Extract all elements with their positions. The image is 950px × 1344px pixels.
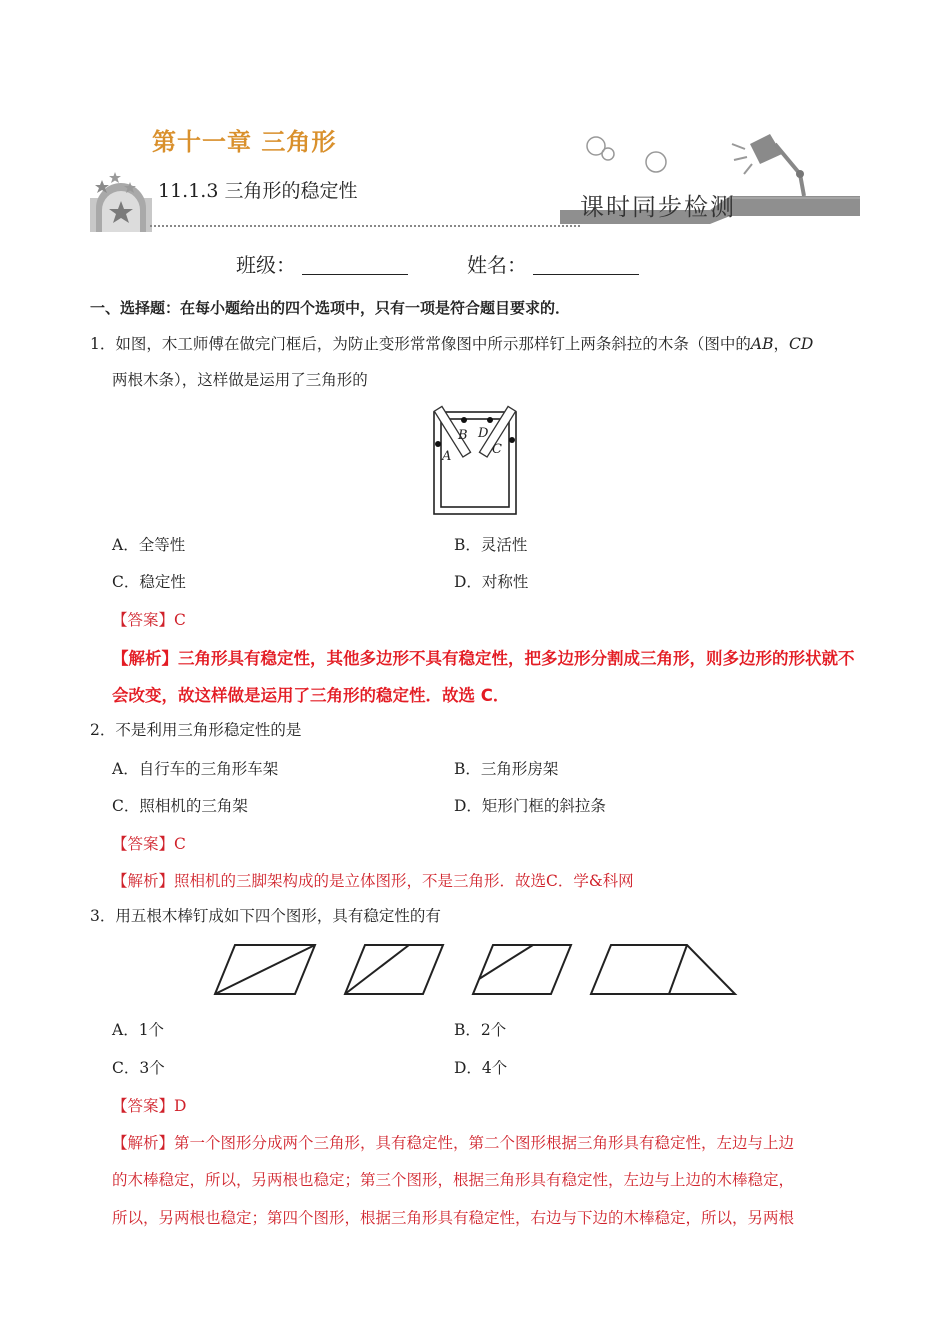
name-label: 姓名：	[467, 253, 527, 277]
q3-explanation-line2: 的木棒稳定，所以，另两根也稳定；第三个图形，根据三角形具有稳定性，左边与上边的木棒稳定，	[112, 1171, 795, 1189]
q3-answer: 【答案】D	[112, 1097, 187, 1115]
fig-label-c: C	[492, 442, 502, 457]
q1-option-d[interactable]: D．对称性	[454, 573, 529, 591]
door-frame-figure	[420, 404, 530, 520]
bubble-icon	[646, 152, 666, 172]
section-title: 11.1.3 三角形的稳定性	[158, 180, 358, 202]
q2-option-a[interactable]: A．自行车的三角形车架	[112, 760, 279, 778]
star-badge-icon	[88, 168, 158, 234]
class-field[interactable]	[236, 249, 408, 278]
class-label: 班级：	[236, 253, 296, 277]
q1-option-a[interactable]: A．全等性	[112, 536, 186, 554]
banner-title: 课时同步检测	[580, 193, 736, 221]
shape-1	[215, 945, 315, 994]
fig-label-b: B	[458, 428, 468, 443]
desk-lamp-icon	[732, 134, 804, 196]
header-divider	[150, 225, 580, 227]
q1-explanation-line1: 【解析】三角形具有稳定性，其他多边形不具有稳定性，把多边形分割成三角形，则多边形的形状就不	[112, 649, 855, 668]
stick-shapes-figure	[205, 940, 745, 1000]
shape-4	[591, 945, 735, 994]
q1-stem-line1: 1．如图，木工师傅在做完门框后，为防止变形常常像图中所示那样钉上两条斜拉的木条（图中的AB，CD	[90, 335, 814, 353]
q3-explanation-line1: 【解析】第一个图形分成两个三角形，具有稳定性，第二个图形根据三角形具有稳定性，左边与上边	[112, 1134, 795, 1152]
q1-explanation-line2: 会改变，故这样做是运用了三角形的稳定性．故选 C．	[112, 686, 510, 705]
q1-option-b[interactable]: B．灵活性	[454, 536, 528, 554]
q3-option-c[interactable]: C．3个	[112, 1059, 165, 1077]
section-heading: 一、选择题：在每小题给出的四个选项中，只有一项是符合题目要求的．	[90, 299, 571, 317]
q2-explanation: 【解析】照相机的三脚架构成的是立体图形，不是三角形．故选C．学&科网	[112, 872, 634, 890]
class-blank[interactable]	[302, 256, 408, 275]
chapter-title: 第十一章 三角形	[152, 128, 337, 156]
q3-option-b[interactable]: B．2个	[454, 1021, 507, 1039]
q3-explanation-line3: 所以，另两根也稳定；第四个图形，根据三角形具有稳定性，右边与下边的木棒稳定，所以，另两根	[112, 1209, 795, 1227]
name-blank[interactable]	[533, 256, 639, 275]
fig-label-d: D	[478, 426, 489, 441]
q3-option-d[interactable]: D．4个	[454, 1059, 508, 1077]
q2-option-d[interactable]: D．矩形门框的斜拉条	[454, 797, 606, 815]
q3-option-a[interactable]: A．1个	[112, 1021, 165, 1039]
q1-answer: 【答案】C	[112, 611, 186, 629]
q2-option-c[interactable]: C．照相机的三角架	[112, 797, 248, 815]
q3-stem: 3．用五根木棒钉成如下四个图形，具有稳定性的有	[90, 907, 441, 925]
shape-2	[345, 945, 443, 994]
q2-answer: 【答案】C	[112, 835, 186, 853]
q2-stem: 2．不是利用三角形稳定性的是	[90, 721, 302, 739]
q1-option-c[interactable]: C．稳定性	[112, 573, 186, 591]
q2-option-b[interactable]: B．三角形房架	[454, 760, 559, 778]
q1-stem-line2: 两根木条），这样做是运用了三角形的	[112, 371, 368, 389]
name-field[interactable]	[467, 249, 639, 278]
bubble-icon	[602, 148, 614, 160]
fig-label-a: A	[442, 449, 452, 464]
shape-3	[473, 945, 571, 994]
